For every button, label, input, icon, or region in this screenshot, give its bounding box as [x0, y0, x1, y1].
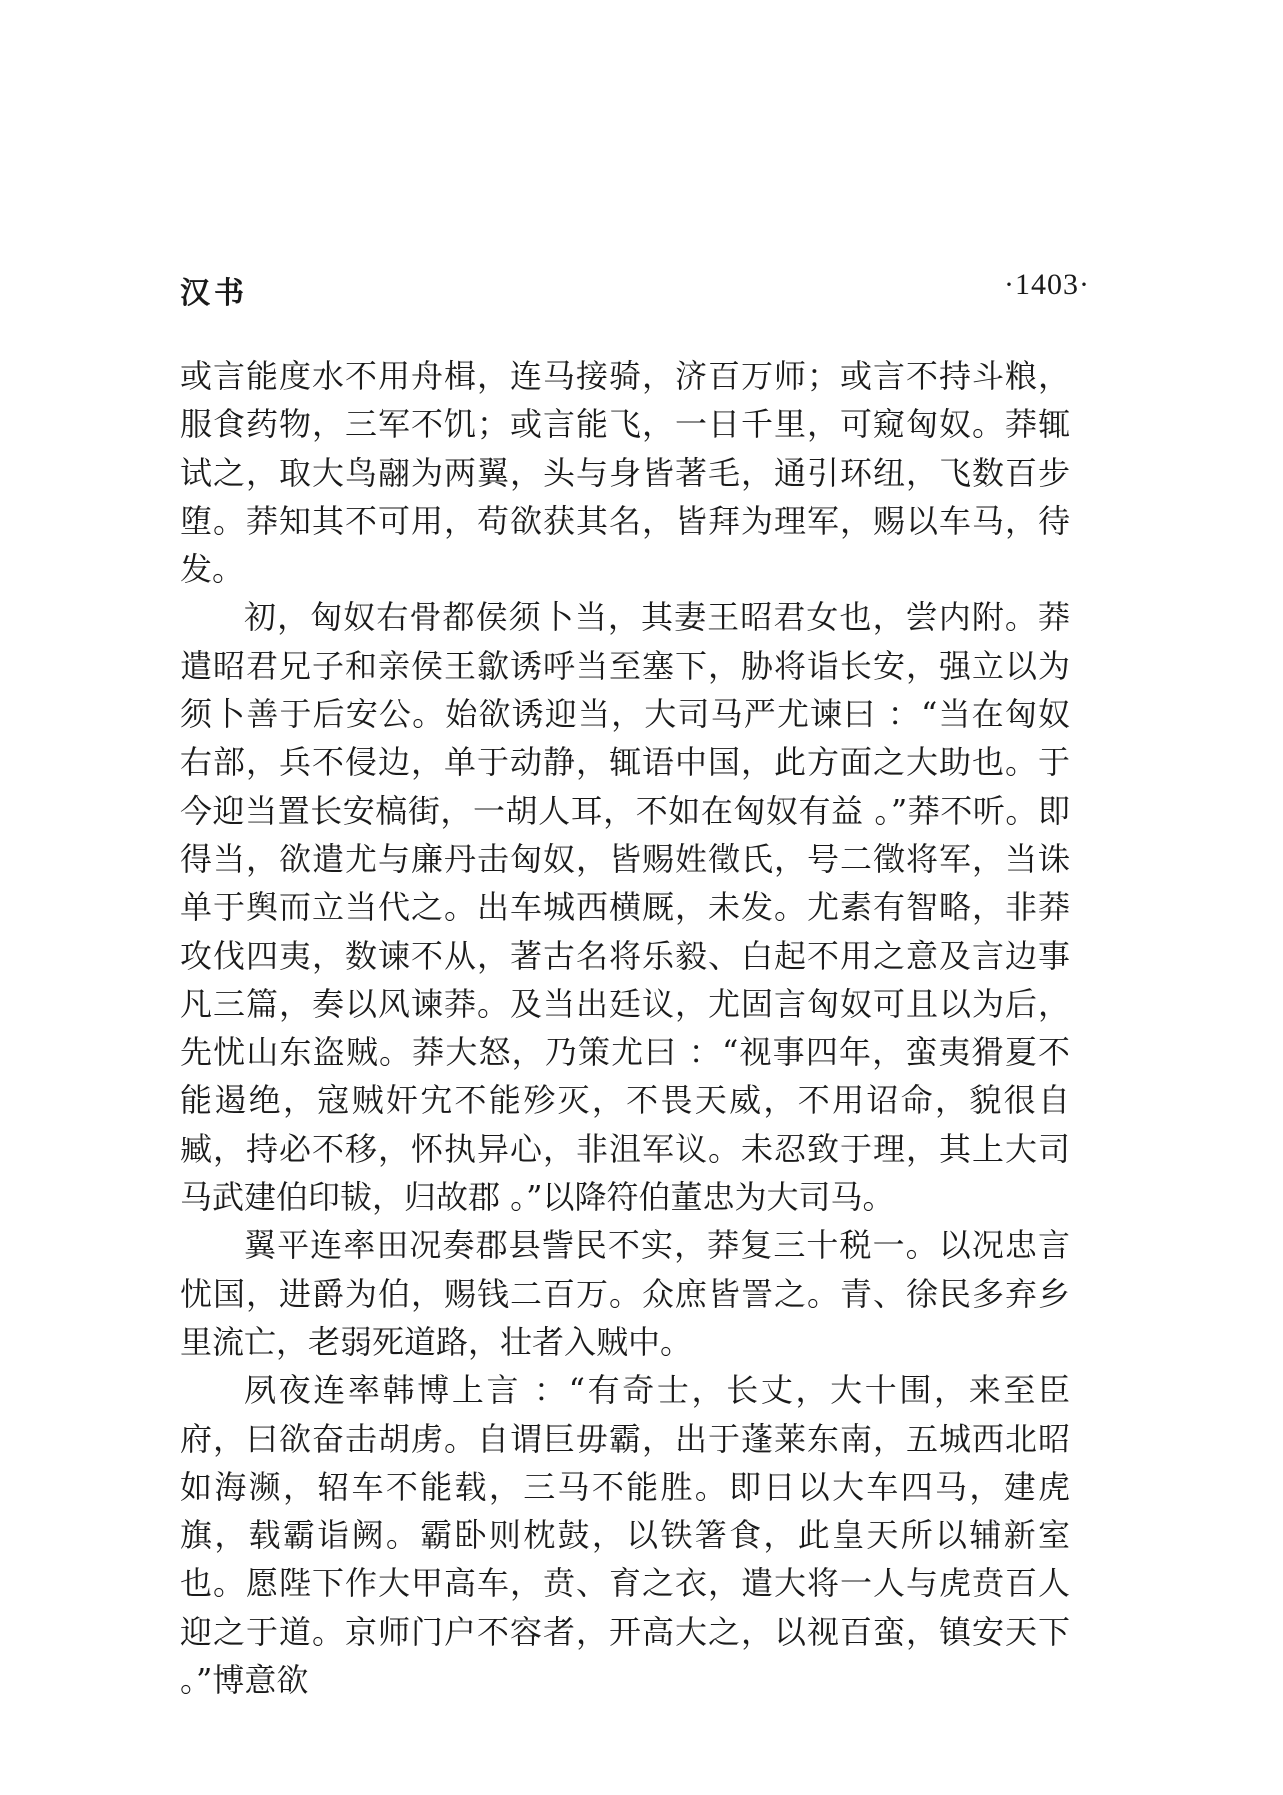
paragraph: 初，匈奴右骨都侯须卜当，其妻王昭君女也，尝内附。莽遣昭君兄子和亲侯王歙诱呼当至塞下，胁将诣长安，强立以为须卜善于后安公。始欲诱迎当，大司马严尤谏曰 ：“当在匈奴右部，兵不侵边，单于动静，辄语中国，此方面之大助也。于今迎当置长安槁街，一胡人耳，不如在匈奴有益 。”莽不听。即得当，欲遣尤与廉丹击匈奴，皆赐姓徵氏，号二徵将军，当诛单于舆而立当代之。出车城西横厩，未发。尤素有智略，非莽攻伐四夷，数谏不从，著古名将乐毅、白起不用之意及言边事凡三篇，奏以风谏莽。及当出廷议，尤固言匈奴可且以为后，先忧山东盗贼。莽大怒，乃策尤曰 ：“视事四年，蛮夷猾夏不能遏绝，寇贼奸宄不能殄灭，不畏天威，不用诏命，貌很自臧，持必不移，怀执异心，非沮军议。未忍致于理，其上大司马武建伯印韨，归故郡 。”以降符伯董忠为大司马。 — [180, 598, 1070, 1217]
paragraph: 翼平连率田况奏郡县訾民不实，莽复三十税一。以况忠言忧国，进爵为伯，赐钱二百万。众庶皆詈之。青、徐民多弃乡里流亡，老弱死道路，壮者入贼中。 — [180, 1226, 1070, 1361]
paragraph: 夙夜连率韩博上言 ：“有奇士，长丈，大十围，来至臣府，曰欲奋击胡虏。自谓巨毋霸，出于蓬莱东南，五城西北昭如海濒，轺车不能载，三马不能胜。即日以大车四马，建虎旗，载霸诣阙。霸卧则枕鼓，以铁箸食，此皇天所以辅新室也。愿陛下作大甲高车，贲、育之衣，遣大将一人与虎贲百人迎之于道。京师门户不容者，开高大之，以视百蛮，镇安天下 。”博意欲 — [180, 1371, 1070, 1700]
page-number: ·1403· — [1004, 268, 1090, 301]
body-text — [180, 352, 1070, 1704]
running-head: 汉书 — [180, 276, 248, 311]
page-header — [180, 268, 1090, 312]
paragraph-continuation: 或言能度水不用舟楫，连马接骑，济百万师；或言不持斗粮，服食药物，三军不饥；或言能飞，一日千里，可窥匈奴。莽辄试之，取大鸟翮为两翼，头与身皆著毛，通引环纽，飞数百步堕。莽知其不可用，苟欲获其名，皆拜为理军，赐以车马，待发。 — [180, 357, 1070, 589]
